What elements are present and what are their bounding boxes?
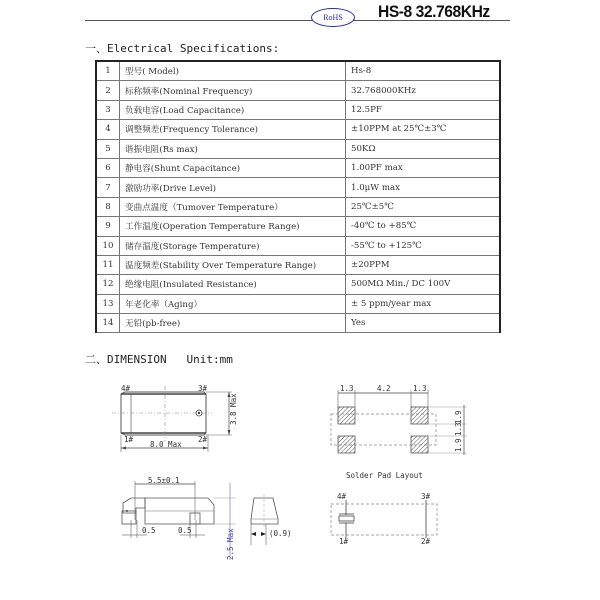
solder-pad — [338, 407, 355, 424]
schematic-pin1-label: 1# — [339, 537, 349, 546]
row-number: 13 — [96, 294, 120, 313]
row-number: 1 — [96, 61, 120, 81]
solder-pad — [411, 407, 428, 424]
spec-value: ±10PPM at 25℃±3℃ — [346, 120, 501, 139]
pad-height-3-label: 1.9 — [454, 438, 463, 452]
row-number: 7 — [96, 178, 120, 197]
spec-value: -40℃ to +85℃ — [346, 217, 501, 236]
pad-height-1-label: 1.9 — [454, 410, 463, 424]
top-pin4-label: 4# — [121, 384, 131, 393]
top-pin1-label: 1# — [124, 435, 134, 444]
crystal-symbol-icon — [339, 516, 354, 521]
row-number: 5 — [96, 139, 120, 158]
row-number: 9 — [96, 217, 120, 236]
side-lead-right-label: 0.5 — [178, 526, 192, 535]
row-number: 11 — [96, 255, 120, 274]
end-gap-label: (0.9) — [269, 529, 292, 538]
row-number: 10 — [96, 236, 120, 255]
spec-value: Yes — [346, 314, 501, 333]
dimension-heading: 二、DIMENSION Unit:mm — [85, 353, 233, 366]
spec-name: 储存温度(Storage Temperature) — [120, 236, 346, 255]
spec-name: 调整频差(Frequency Tolerance) — [120, 120, 346, 139]
schematic-outline — [331, 504, 437, 535]
row-number: 8 — [96, 197, 120, 216]
spec-name: 标称频率(Nominal Frequency) — [120, 81, 346, 100]
spec-name: 绝缘电阻(Insulated Resistance) — [120, 275, 346, 294]
spec-value: ±20PPM — [346, 255, 501, 274]
spec-name: 型号( Model) — [120, 61, 346, 81]
spec-name: 负载电容(Load Capacitance) — [120, 100, 346, 119]
row-number: 2 — [96, 81, 120, 100]
document-title: HS-8 32.768KHz — [378, 2, 490, 21]
rohs-badge: RoHS — [311, 8, 355, 27]
end-view-body — [251, 498, 278, 524]
side-lead-left-label: 0.5 — [142, 526, 156, 535]
top-length-label: 8.0 Max — [150, 440, 182, 449]
spec-value: ± 5 ppm/year max — [346, 294, 501, 313]
pad-gap-label: 4.2 — [377, 384, 391, 393]
top-width-label: 3.8 Max — [229, 393, 238, 425]
top-pin2-label: 2# — [198, 435, 208, 444]
spec-value: 12.5PF — [346, 100, 501, 119]
spec-value: 500MΩ Min./ DC 100V — [346, 275, 501, 294]
electrical-spec-heading: 一、Electrical Specifications: — [85, 42, 280, 55]
spec-name: 激励功率(Drive Level) — [120, 178, 346, 197]
side-view-drawing — [122, 476, 292, 560]
spec-name: 温度频差(Stability Over Temperature Range) — [120, 255, 346, 274]
solder-pad — [338, 436, 355, 453]
schematic-pin4-label: 4# — [337, 492, 347, 501]
spec-name: 工作温度(Operation Temperature Range) — [120, 217, 346, 236]
spec-name: 无铅(pb-free) — [120, 314, 346, 333]
pin-schematic-drawing — [331, 492, 437, 546]
spec-name: 谐振电阻(Rs max) — [120, 139, 346, 158]
spec-value: 1.00PF max — [346, 158, 501, 177]
schematic-pin3-label: 3# — [421, 492, 431, 501]
pad-height-2-label: 1.3 — [454, 422, 463, 436]
row-number: 3 — [96, 100, 120, 119]
row-number: 14 — [96, 314, 120, 333]
row-number: 4 — [96, 120, 120, 139]
spec-name: 变曲点温度（Tumover Temperature） — [120, 197, 346, 216]
spec-name: 年老化率（Aging） — [120, 294, 346, 313]
schematic-pin2-label: 2# — [421, 537, 431, 546]
spec-value: 1.0μW max — [346, 178, 501, 197]
solder-pad-layout-drawing — [331, 384, 467, 480]
spec-value: 50KΩ — [346, 139, 501, 158]
spec-name: 静电容(Shunt Capacitance) — [120, 158, 346, 177]
top-view-drawing — [112, 384, 238, 452]
side-pitch-label: 5.5±0.1 — [148, 476, 180, 485]
spec-value: 25℃±5℃ — [346, 197, 501, 216]
top-pin3-label: 3# — [198, 384, 208, 393]
row-number: 6 — [96, 158, 120, 177]
row-number: 12 — [96, 275, 120, 294]
side-height-label: 2.5 Max — [226, 528, 235, 560]
spec-value: 32.768000KHz — [346, 81, 501, 100]
pad-layout-caption: Solder Pad Layout — [346, 471, 423, 480]
solder-pad — [411, 436, 428, 453]
pad-width-left-label: 1.3 — [340, 384, 354, 393]
pad-width-right-label: 1.3 — [413, 384, 427, 393]
spec-value: -55℃ to +125℃ — [346, 236, 501, 255]
spec-value: Hs-8 — [346, 61, 501, 81]
